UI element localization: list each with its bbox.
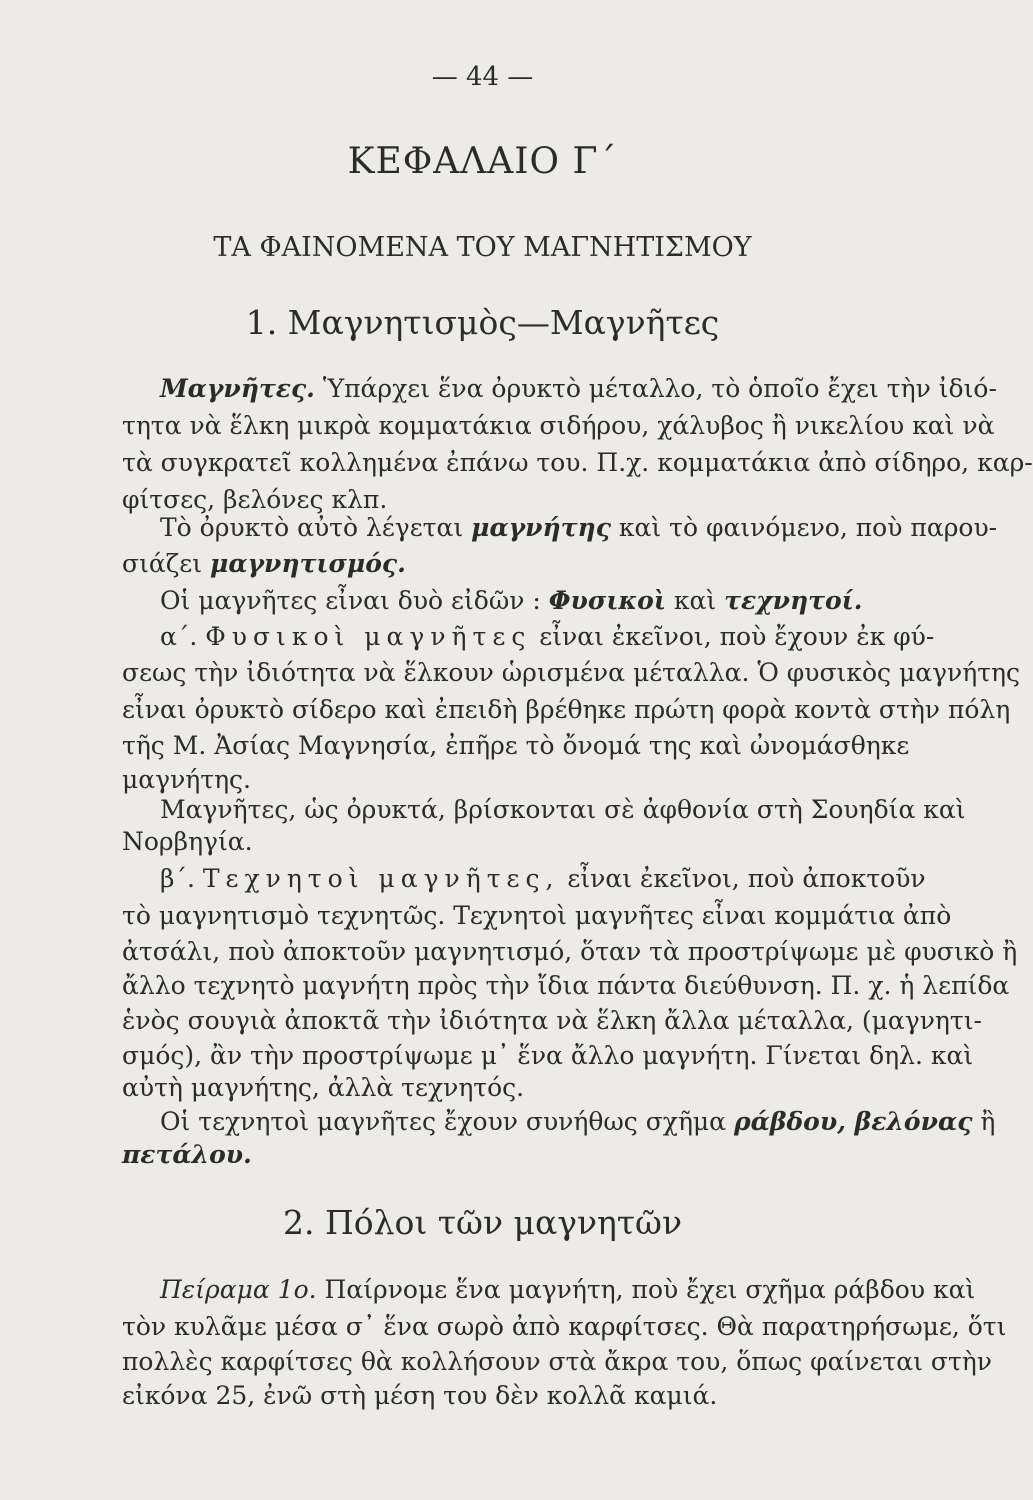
chapter-title: ΤΑ ΦΑΙΝΟΜΕΝΑ ΤΟΥ ΜΑΓΝΗΤΙΣΜΟΥ: [213, 232, 752, 263]
paragraph-line: πολλὲς καρφίτσες θὰ κολλήσουν στὰ ἄκρα του, ὅπως φαίνεται στὴν: [122, 1347, 992, 1376]
paragraph-line: [122, 549, 406, 579]
paragraph-text: Οἱ τεχνητοὶ μαγνῆτες ἔχουν συνήθως σχῆμα: [160, 1107, 727, 1136]
paragraph-line: [160, 1107, 996, 1137]
paragraph-line: [160, 1275, 976, 1305]
paragraph-text: καὶ τὸ φαινόμενο, ποὺ παρου-: [618, 513, 998, 542]
paragraph-line: ἀτσάλι, ποὺ ἀποκτοῦν μαγνητισμό, ὅταν τὰ προστρίψωμε μὲ φυσικὸ ἢ: [122, 937, 1018, 966]
spaced-term: Φυσικοὶ μαγνῆτες: [205, 622, 532, 651]
paragraph-line: τὰ συγκρατεῖ κολλημένα ἐπάνω του. Π.χ. κομματάκια ἀπὸ σίδηρο, καρ-: [122, 448, 1033, 477]
paragraph-line: [160, 374, 997, 404]
paragraph-line: φίτσες, βελόνες κλπ.: [122, 485, 388, 514]
paragraph-text: Ὑπάρχει ἕνα ὀρυκτὸ μέταλλο, τὸ ὁποῖο ἔχει τὴν ἰδιό-: [322, 374, 997, 403]
emphasis-term: μαγνήτης: [471, 513, 611, 542]
paragraph-line: αὐτὴ μαγνήτης, ἀλλὰ τεχνητός.: [122, 1073, 525, 1102]
paragraph-line: ἄλλο τεχνητὸ μαγνήτη πρὸς τὴν ἴδια πάντα διεύθυνση. Π. χ. ἡ λεπίδα: [122, 971, 1010, 1000]
paragraph-line: τὸ μαγνητισμὸ τεχνητῶς. Τεχνητοὶ μαγνῆτες εἶναι κομμάτια ἀπὸ: [122, 901, 952, 930]
emphasis-term: πετάλου.: [122, 1140, 252, 1169]
emphasis-term: Φυσικοὶ: [548, 586, 666, 615]
paragraph-line: σμός), ἂν τὴν προστρίψωμε μ᾿ ἕνα ἄλλο μαγνήτη. Γίνεται δηλ. καὶ: [122, 1041, 974, 1070]
emphasis-term: τεχνητοί.: [724, 586, 863, 615]
paragraph-line: ἑνὸς σουγιὰ ἀποκτᾶ τὴν ἰδιότητα νὰ ἕλκη ἄλλα μέταλλα, (μαγνητι-: [122, 1006, 982, 1035]
paragraph-text: Παίρνομε ἕνα μαγνήτη, ποὺ ἔχει σχῆμα ράβδου καὶ: [324, 1275, 976, 1304]
section-2-title: 2. Πόλοι τῶν μαγνητῶν: [282, 1203, 683, 1242]
paragraph-lead: Μαγνῆτες.: [160, 374, 315, 403]
paragraph-text: Οἱ μαγνῆτες εἶναι δυὸ εἰδῶν :: [160, 586, 541, 615]
list-marker: α΄.: [160, 622, 198, 651]
paragraph-text: εἶναι ἐκεῖνοι, ποὺ ἀποκτοῦν: [567, 864, 926, 893]
paragraph-text: Τὸ ὀρυκτὸ αὐτὸ λέγεται: [160, 513, 464, 542]
emphasis-term: ράβδου, βελόνας: [734, 1107, 973, 1136]
spaced-term: Τεχνητοὶ μαγνῆτες,: [202, 864, 560, 893]
emphasis-term: μαγνητισμός.: [210, 549, 406, 578]
paragraph-line: εἶναι ὀρυκτὸ σίδερο καὶ ἐπειδὴ βρέθηκε πρώτη φορὰ κοντὰ στὴν πόλη: [122, 695, 1011, 724]
list-marker: β΄.: [160, 864, 195, 893]
section-1-title: 1. Μαγνητισμὸς—Μαγνῆτες: [245, 303, 720, 342]
paragraph-text: ἢ: [980, 1107, 996, 1136]
chapter-heading: ΚΕΦΑΛΑΙΟ Γ΄: [347, 141, 618, 182]
paragraph-line: τητα νὰ ἕλκη μικρὰ κομματάκια σιδήρου, χάλυβος ἢ νικελίου καὶ νὰ: [122, 411, 995, 440]
paragraph-line: τὸν κυλᾶμε μέσα σ᾿ ἕνα σωρὸ ἀπὸ καρφίτσες. Θὰ παρατηρήσωμε, ὅτι: [122, 1312, 1007, 1341]
paragraph-line: σεως τὴν ἰδιότητα νὰ ἕλκουν ὡρισμένα μέταλλα. Ὁ φυσικὸς μαγνήτης: [122, 658, 1021, 687]
paragraph-line: εἰκόνα 25, ἐνῶ στὴ μέση του δὲν κολλᾶ καμιά.: [122, 1381, 718, 1410]
paragraph-line: Νορβηγία.: [122, 827, 253, 856]
paragraph-text: καὶ: [673, 586, 717, 615]
paragraph-line: [160, 864, 926, 894]
paragraph-line: μαγνήτης.: [122, 765, 252, 794]
paragraph-line: [160, 513, 998, 543]
paragraph-text: εἶναι ἐκεῖνοι, ποὺ ἔχουν ἐκ φύ-: [539, 622, 935, 651]
paragraph-line: [160, 622, 935, 652]
paragraph-line: [160, 586, 862, 616]
paragraph-text: σιάζει: [122, 549, 203, 578]
page-number: — 44 —: [431, 62, 534, 92]
paragraph-lead: Πείραμα 1ο.: [160, 1275, 317, 1304]
paragraph-line: Μαγνῆτες, ὡς ὀρυκτά, βρίσκονται σὲ ἀφθονία στὴ Σουηδία καὶ: [160, 795, 966, 824]
paragraph-line: τῆς Μ. Ἀσίας Μαγνησία, ἐπῆρε τὸ ὄνομά της καὶ ὠνομάσθηκε: [122, 731, 910, 760]
